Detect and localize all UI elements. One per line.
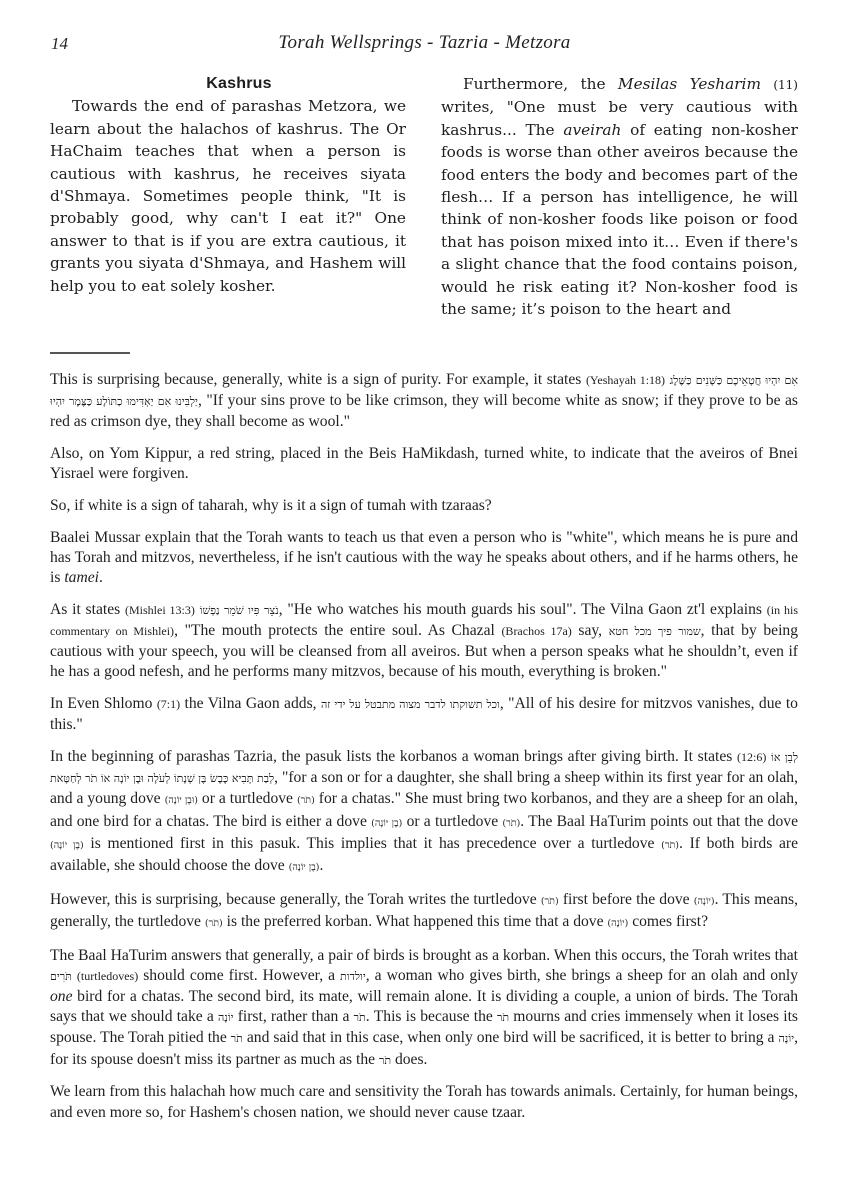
text: . The Baal HaTurim points out that the dove <box>520 812 798 830</box>
source-title: Mesilas Yesharim <box>617 75 761 93</box>
hebrew-word: תֹר <box>230 1032 243 1046</box>
body-paragraph: Towards the end of parashas Metzora, we learn about the halachos of kashrus. The Or HaChaim teaches that when a person is cautious with kashrus, he receives siyata d'Shmaya. Sometimes people think, "It is probably good, why can't I eat it?" One answer to that is if you are extra cautious, it grants you siyata d'Shmaya, and Hashem will help you to eat solely kosher. <box>50 97 406 295</box>
text: or a turtledove <box>402 812 503 830</box>
hebrew-word: יוֹנָה <box>778 1032 795 1046</box>
text: should come first. However, a <box>138 966 341 984</box>
hebrew-word: תֹר <box>353 1011 366 1025</box>
text: , a woman who gives birth, she brings a sheep for an olah and only <box>365 966 798 984</box>
text: and said that in this case, when only one bird will be sacrificed, it is better to bring a <box>242 1029 779 1047</box>
hebrew-gloss: (יוֹנָה) <box>607 917 629 929</box>
hebrew-gloss: (יוֹנָה) <box>693 895 715 907</box>
text: writes, "One must be very cautious with kashrus... The <box>441 98 798 139</box>
hebrew-quote: נֹצֵר פִּיו שֹׁמֵר נַפְשׁוֹ <box>199 603 279 617</box>
hebrew-word: תֹר <box>378 1053 392 1067</box>
text: is the preferred korban. What happened this time that a dove <box>222 912 608 930</box>
footnotes <box>50 370 798 1134</box>
footnote-paragraph <box>50 946 798 1071</box>
text: Baalei Mussar explain that the Torah wants to teach us that even a person who is "white", which means he is pure and has Torah and mitzvos, nevertheless, if he isn't cautious with the way he speaks about others, and if he harms others, he is <box>50 528 798 587</box>
citation: (12:6) <box>737 750 767 765</box>
footnote-paragraph: Also, on Yom Kippur, a red string, placed in the Beis HaMikdash, turned white, to indicate that the aveiros of Bnei Yisrael were forgiven. <box>50 445 798 483</box>
hebrew-gloss: (תֹר) <box>204 917 223 929</box>
citation: (7:1) <box>156 697 181 712</box>
term: aveirah <box>563 120 622 139</box>
text: does. <box>391 1050 428 1068</box>
hebrew-gloss: (תֹר) <box>296 795 315 807</box>
footnote-paragraph <box>50 370 798 433</box>
citation: (Mishlei 13:3) <box>125 602 195 617</box>
text: Furthermore, the <box>463 75 618 93</box>
citation: (11) <box>773 78 798 92</box>
text: first, rather than a <box>233 1008 354 1026</box>
footnote-paragraph: So, if white is a sign of taharah, why is it a sign of tumah with tzaraas? <box>50 497 492 515</box>
term: one <box>50 988 73 1006</box>
text: for a chatas." She must bring two korbanos, and they are a sheep for an olah, and one bird for a chatas. The bird is either a dove <box>50 790 799 830</box>
text: The Baal HaTurim answers that generally, a pair of birds is brought as a korban. When this occurs, the Torah writes that <box>50 946 798 964</box>
text: , "He who watches his mouth guards his soul". The Vilna Gaon zt'l explains <box>278 600 767 618</box>
text: bird for a chatas. The second bird, its mate, will remain alone. It is dividing a couple, a union of birds. The Torah says that we should take a <box>50 988 798 1026</box>
citation: (Yeshayah 1:18) <box>585 373 666 387</box>
hebrew-gloss: (תֹר) <box>540 895 559 907</box>
text: the Vilna Gaon adds, <box>180 695 321 713</box>
text: , that by being cautious with your speech, you will be cleansed from all aveiros. But when a person speaks what he shouldn’t, even if he has a good nefesh, and he performs many mitzvos, because of his mouth, everything is broken." <box>50 622 799 681</box>
footnote-paragraph <box>50 890 798 934</box>
hebrew-gloss: (תֹר) <box>661 839 680 851</box>
text: , "The mouth protects the entire soul. As Chazal <box>174 622 502 640</box>
hebrew-quote: אִם יִהְיוּ חֲטָאֵיכֶם כַּשָּׁנִים כַּשֶּׁלֶג יַלְבִּינוּ אִם יַאְדִּימוּ כַתּוֹלָע כַּצֶּמֶר יִהְיוּ <box>50 374 798 409</box>
citation: (turtledoves) <box>76 968 139 983</box>
hebrew-gloss: (בֶן יוֹנָה) <box>288 862 320 874</box>
text: mourns and cries immensely when it loses its spouse. The Torah pitied the <box>50 1008 798 1047</box>
footnote-paragraph <box>50 600 798 683</box>
text: say, <box>571 622 609 640</box>
hebrew-gloss: (בֶן יוֹנָה) <box>371 817 403 829</box>
text: of eating non-kosher foods is worse than other aveiros because the food enters the body and becomes part of the flesh… If a person has intelligence, he will think of non-kosher foods like poison or food that has poison mixed into it… Even if there's a slight chance that the food contains poison, would he risk eating it? Non-kosher food is the same; it’s poison to the heart and <box>441 120 798 319</box>
text: first before the dove <box>558 890 694 908</box>
text: or a turtledove <box>197 790 297 808</box>
footnote-divider <box>50 352 130 354</box>
footnote-paragraph <box>50 747 798 878</box>
text: . <box>98 569 103 587</box>
text: However, this is surprising, because generally, the Torah writes the turtledove <box>50 890 541 908</box>
text: , "All of his desire for mitzvos vanishes, due to this." <box>50 695 798 734</box>
text: . This is because the <box>365 1008 497 1026</box>
hebrew-quote: לְבֵן אוֹ לְבַת תָּבִיא כֶּבֶשׂ בֶּן שְׁנָתוֹ לְעֹלָה וּבֶן יוֹנָה אוֹ תֹר לְחַטָּאת <box>50 751 798 786</box>
hebrew-gloss: (בֶן יוֹנָה) <box>50 839 84 851</box>
footnote-paragraph <box>50 694 798 735</box>
text: As it states <box>50 600 125 618</box>
hebrew-quote: וכל תשוקתו לדבר מצוה מתבטל על ידי זה <box>320 698 500 712</box>
running-title: Torah Wellsprings - Tazria - Metzora <box>278 32 571 53</box>
left-column <box>50 73 406 297</box>
text: This is surprising because, generally, white is a sign of purity. For example, it states <box>50 371 586 388</box>
hebrew-word: יוֹנָה <box>217 1011 234 1025</box>
citation: (Brachos 17a) <box>501 624 572 639</box>
hebrew-gloss: (תֹר) <box>502 817 521 829</box>
hebrew-word: יולדות <box>340 969 366 983</box>
hebrew-quote: שמור פיך מכל חטא <box>608 625 701 639</box>
right-column <box>441 73 798 320</box>
text: , for its spouse doesn't miss its partner as much as the <box>50 1029 798 1068</box>
hebrew-word: תֹר <box>496 1011 510 1025</box>
term: tamei <box>64 569 99 587</box>
text: . This means, generally, the turtledove <box>50 890 798 930</box>
footnote-paragraph: We learn from this halachah how much care and sensitivity the Torah has towards animals. Certainly, for human beings, and even more so, for Hashem's chosen nation, we should never cause tzaar. <box>50 1083 798 1121</box>
footnote-paragraph <box>50 528 798 589</box>
text: comes first? <box>628 912 708 930</box>
text: , "for a son or for a daughter, she shall bring a sheep within its first year for an olah, and a young dove <box>50 769 798 808</box>
body-paragraph <box>441 73 798 320</box>
text: In Even Shlomo <box>50 695 157 713</box>
text: . <box>319 857 324 875</box>
hebrew-word: תֹּרִים <box>50 969 72 983</box>
text: is mentioned first in this pasuk. This implies that it has precedence over a turtledove <box>83 834 662 852</box>
hebrew-gloss: (וּבֶן יוֹנָה) <box>164 795 198 807</box>
page-number: 14 <box>51 34 68 53</box>
text: In the beginning of parashas Tazria, the pasuk lists the korbanos a woman brings after giving birth. It states <box>50 748 738 766</box>
citation: (in his commentary on Mishlei) <box>50 602 799 639</box>
text: . If both birds are available, she should choose the dove <box>50 834 798 875</box>
section-title: Kashrus <box>206 75 272 92</box>
text: , "If your sins prove to be like crimson, they will become white as snow; if they prove to be as red as crimson dye, they shall become as wool." <box>50 392 798 431</box>
